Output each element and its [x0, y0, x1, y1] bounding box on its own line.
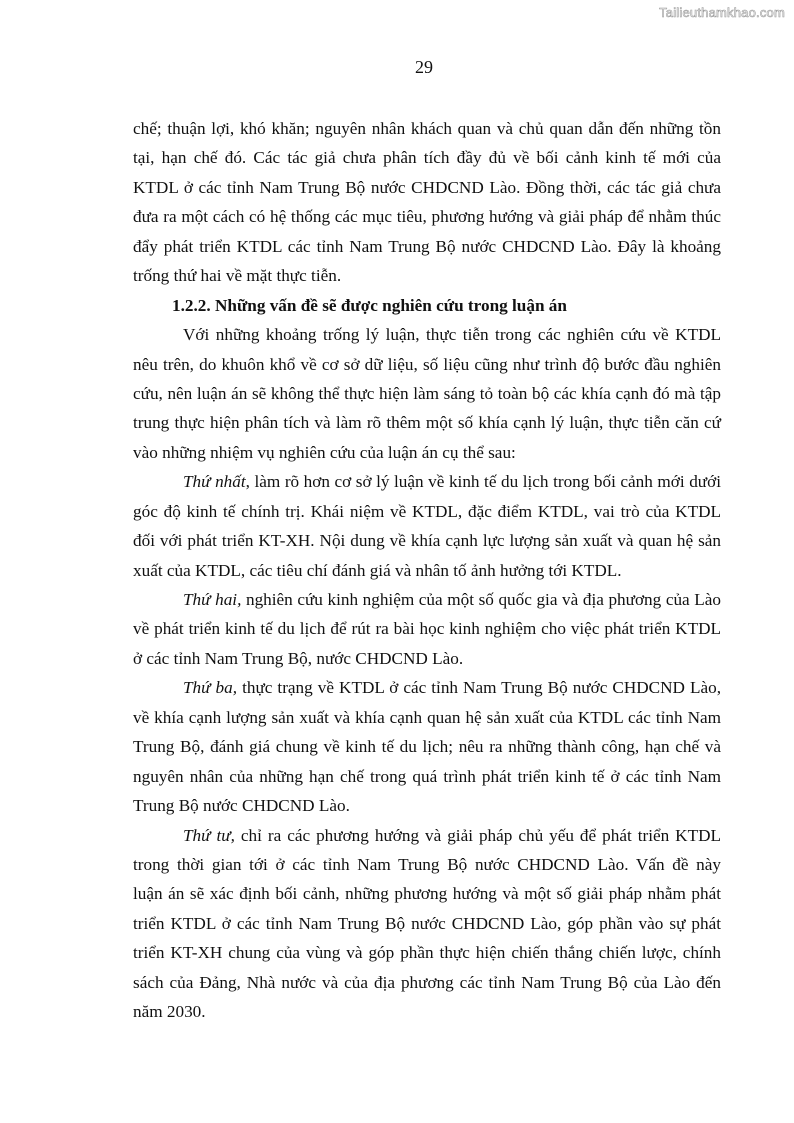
text-line: năm 2030.: [133, 1002, 206, 1022]
page-number: 29: [415, 57, 433, 77]
text-line: [133, 673, 721, 702]
text-line: Trung Bộ nước CHDCND Lào.: [133, 796, 350, 816]
text-line: KTDL ở các tỉnh Nam Trung Bộ nước CHDCND Lào. Đồng thời, các tác giả chưa: [133, 177, 721, 197]
italic-lead: Thứ nhất: [183, 472, 246, 492]
text-line: chế; thuận lợi, khó khăn; nguyên nhân khách quan và chủ quan dẫn đến những tồn: [133, 119, 721, 138]
paragraph: [133, 585, 721, 673]
text-line: đưa ra một cách có hệ thống các mục tiêu, phương hướng và giải pháp để nhằm thúc: [133, 207, 721, 227]
text-line: xuất của KTDL, các tiêu chí đánh giá và nhân tố ảnh hưởng tới KTDL.: [133, 560, 622, 580]
italic-lead: Thứ tư,: [183, 825, 235, 845]
paragraph: [133, 673, 721, 820]
text-line: về phát triển kinh tế du lịch để rút ra bài học kinh nghiệm cho việc phát triển KTDL: [133, 619, 721, 639]
text-line: về khía cạnh lượng sản xuất và khía cạnh quan hệ sản xuất của KTDL các tỉnh Nam: [133, 707, 721, 727]
line-text: chỉ ra các phương hướng và giải pháp chủ yếu để phát triển KTDL: [234, 825, 721, 845]
text-line: trung thực hiện phân tích và làm rõ thêm một số khía cạnh lý luận, thực tiễn căn cứ: [133, 413, 721, 433]
text-line: trống thứ hai về mặt thực tiễn.: [133, 266, 342, 286]
heading-text: 1.2.2. Những vấn đề sẽ được nghiên cứu trong luận án: [172, 295, 567, 315]
document-body: [133, 114, 721, 1027]
text-line: sách của Đảng, Nhà nước và của địa phương các tỉnh Nam Trung Bộ của Lào đến: [133, 972, 721, 992]
paragraph: [133, 320, 721, 467]
text-line: triển KT-XH chung của vùng và góp phần thực hiện chiến thắng chiến lược, chính: [133, 943, 721, 963]
text-line: đối với phát triển KT-XH. Nội dung về khía cạnh lực lượng sản xuất và quan hệ sản: [133, 531, 721, 551]
text-line: trong thời gian tới ở các tỉnh Nam Trung Bộ nước CHDCND Lào. Vấn đề này: [133, 854, 721, 874]
watermark: Tailieuthamkhao.com: [659, 5, 785, 20]
text-line: vào những nhiệm vụ nghiên cứu của luận án cụ thể sau:: [133, 442, 516, 462]
line-text: , làm rõ hơn cơ sở lý luận về kinh tế du lịch trong bối cảnh mới dưới: [245, 472, 721, 492]
text-line: triển KTDL ở các tỉnh Nam Trung Bộ nước CHDCND Lào, góp phần vào sự phát: [133, 913, 721, 933]
italic-lead: Thứ hai,: [183, 590, 242, 609]
italic-lead: Thứ ba,: [183, 678, 238, 698]
text-line: tại, hạn chế đó. Các tác giả chưa phân tích đầy đủ về bối cảnh kinh tế mới của: [133, 148, 721, 168]
section-heading: [133, 291, 721, 320]
text-line: Với những khoảng trống lý luận, thực tiễn trong các nghiên cứu về KTDL: [183, 325, 721, 345]
paragraph: [133, 821, 721, 1027]
text-line: Trung Bộ, đánh giá chung về kinh tế du lịch; nêu ra những thành công, hạn chế và: [133, 737, 721, 757]
text-line: [133, 467, 721, 496]
paragraph: [133, 467, 721, 585]
text-line: đẩy phát triển KTDL các tỉnh Nam Trung Bộ nước CHDCND Lào. Đây là khoảng: [133, 236, 721, 256]
text-line: cứu, nên luận án sẽ không thể thực hiện làm sáng tỏ toàn bộ các khía cạnh đó mà tập: [133, 383, 721, 403]
text-line: [133, 585, 721, 614]
text-line: [133, 821, 721, 850]
text-line: ở các tỉnh Nam Trung Bộ, nước CHDCND Lào.: [133, 648, 464, 668]
text-line: góc độ kinh tế chính trị. Khái niệm về KTDL, đặc điểm KTDL, vai trò của KTDL: [133, 501, 721, 521]
paragraph: [133, 114, 721, 291]
text-line: nguyên nhân của những hạn chế trong quá trình phát triển kinh tế ở các tỉnh Nam: [133, 766, 721, 786]
line-text: thực trạng về KTDL ở các tỉnh Nam Trung Bộ nước CHDCND Lào,: [237, 678, 721, 698]
text-line: luận án sẽ xác định bối cảnh, những phương hướng và một số giải pháp nhằm phát: [133, 884, 721, 904]
line-text: nghiên cứu kinh nghiệm của một số quốc gia và địa phương của Lào: [241, 590, 721, 609]
text-line: nêu trên, do khuôn khổ về cơ sở dữ liệu, số liệu cũng như trình độ bước đầu nghiên: [133, 354, 721, 374]
